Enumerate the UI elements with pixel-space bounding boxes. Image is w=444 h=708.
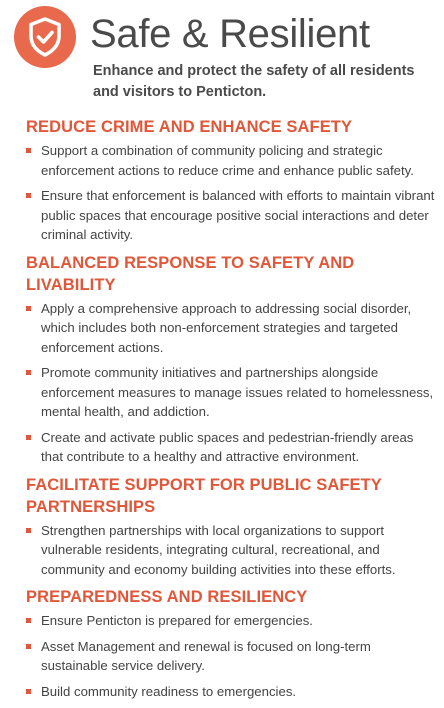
- square-bullet-icon: [26, 618, 31, 623]
- section: [26, 252, 438, 467]
- list-item: [26, 611, 438, 631]
- square-bullet-icon: [26, 193, 31, 198]
- square-bullet-icon: [26, 148, 31, 153]
- list-item-text: Apply a comprehensive approach to addressing social disorder, which includes both non-enforcement strategies and targeted enforcement actions.: [41, 300, 412, 355]
- sections-container: [26, 116, 438, 708]
- list-item-text: Strengthen partnerships with local organizations to support vulnerable residents, integrating cultural, recreational, and community and economy building activities into these efforts.: [41, 522, 396, 577]
- section-heading: REDUCE CRIME AND ENHANCE SAFETY: [26, 118, 353, 136]
- bullet-list: [26, 141, 438, 245]
- shield-check-icon-graphic: [14, 6, 76, 68]
- square-bullet-icon: [26, 689, 31, 694]
- list-item: [26, 363, 438, 422]
- section-heading: FACILITATE SUPPORT FOR PUBLIC SAFETY PARTNERSHIPS: [26, 475, 382, 516]
- square-bullet-icon: [26, 435, 31, 440]
- square-bullet-icon: [26, 528, 31, 533]
- page-title: Safe & Resilient: [90, 12, 370, 56]
- square-bullet-icon: [26, 370, 31, 375]
- list-item-text: Asset Management and renewal is focused on long-term sustainable service delivery.: [41, 638, 371, 673]
- list-item-text: Build community readiness to emergencies.: [41, 683, 297, 699]
- list-item-text: Promote community initiatives and partnerships alongside enforcement measures to manage issues related to homelessness, mental health, and addiction.: [41, 365, 434, 419]
- list-item: [26, 299, 438, 358]
- list-item: [26, 428, 438, 467]
- list-item-text: Create and activate public spaces and pedestrian-friendly areas that contribute to a healthy and attractive environment.: [41, 429, 414, 464]
- list-item-text: Ensure Penticton is prepared for emergencies.: [41, 613, 313, 628]
- shield-check-icon: [14, 6, 76, 68]
- section: [26, 116, 438, 245]
- square-bullet-icon: [26, 644, 31, 649]
- list-item-text: Ensure that enforcement is balanced with efforts to maintain vibrant public spaces that encourage positive social interactions and deter criminal activity.: [41, 188, 435, 242]
- section: [26, 586, 438, 701]
- list-item: [26, 521, 438, 580]
- page-subtitle: Enhance and protect the safety of all residents and visitors to Penticton.: [93, 63, 415, 100]
- section: [26, 474, 438, 580]
- list-item-text: Support a combination of community policing and strategic enforcement actions to reduce crime and enhance public safety.: [41, 143, 414, 178]
- bullet-list: [26, 521, 438, 580]
- list-item: [26, 186, 438, 245]
- list-item: [26, 141, 438, 180]
- list-item: [26, 682, 438, 702]
- section-heading: PREPAREDNESS AND RESILIENCY: [26, 588, 308, 606]
- section-heading: BALANCED RESPONSE TO SAFETY AND LIVABILITY: [26, 253, 355, 294]
- square-bullet-icon: [26, 306, 31, 311]
- bullet-list: [26, 611, 438, 701]
- list-item: [26, 637, 438, 676]
- bullet-list: [26, 299, 438, 467]
- header: [14, 6, 434, 106]
